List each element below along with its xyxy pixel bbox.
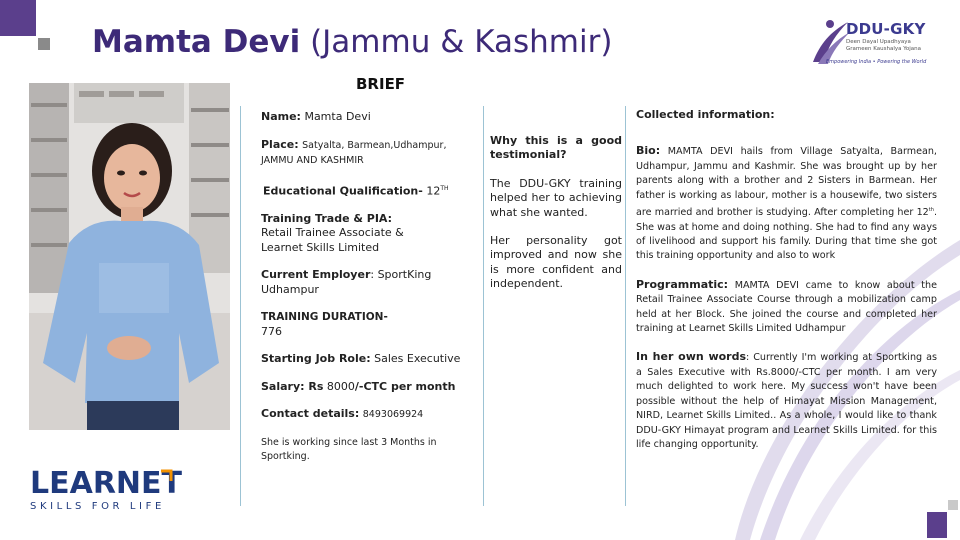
profile-education: Educational Qualification- 12TH [263, 184, 449, 198]
profile-salary: Salary: Rs 8000/-CTC per month [261, 379, 456, 393]
page-title [92, 24, 612, 60]
testimonial-section [490, 134, 622, 306]
testimonial-para-1: The DDU-GKY training helped her to achieving what she wanted. [490, 176, 622, 219]
column-divider-middle [483, 106, 484, 506]
testimonial-heading: Why this is a good testimonial? [490, 134, 622, 162]
own-words-paragraph: In her own words: Currently I'm working at Sportking as a Sales Executive with Rs.8000/-CTC per month. I am very much delighted to work here. My success won't have been possible without the help of Himayat Mission Management, NIRD, Learnet Skills Limited.. As a whole, I would like to thank DDU-GKY Himayat program and Learnet Skills Limited. for this life changing opportunity. [636, 350, 937, 450]
column-divider-left [240, 106, 241, 506]
brief-heading: BRIEF [356, 75, 406, 93]
learnet-logo-subtitle: SKILLS FOR LIFE [30, 501, 165, 512]
ddu-gky-logo-tagline: Empowering India • Powering the World [826, 59, 927, 65]
bio-paragraph: Bio: MAMTA DEVI hails from Village Satyalta, Barmean, Udhampur, Jammu and Kashmir. She was brought up by her parents along with a brother and 2 Sisters in Barmean. Her father is working as labour, mother is a housewife, two sisters are married and brother is studying. After completing her 12th. She was at home and doing nothing. She had to find any ways of livelihood and support his family. During that time she got this training opportunity and also to work [636, 144, 937, 262]
profile-name: Name: Mamta Devi [261, 110, 371, 123]
learnet-logo-word: LEARNET [30, 466, 182, 501]
profile-place: Place: Satyalta, Barmean,Udhampur, JAMMU AND KASHMIR [261, 137, 447, 166]
ddu-gky-logo-subtext: Deen Dayal Upadhyaya Grameen Kaushalya Yojana [846, 39, 921, 52]
profile-contact: Contact details: 8493069924 [261, 407, 424, 421]
profile-working-note: She is working since last 3 Months in Sportking. [261, 436, 437, 463]
profile-photo [29, 83, 230, 430]
title-region: (Jammu & Kashmir) [310, 24, 613, 60]
profile-employer: Current Employer: SportKing Udhampur [261, 268, 432, 296]
testimonial-para-2: Her personality got improved and now she is more confident and independent. [490, 234, 622, 291]
collected-info-section [636, 108, 937, 466]
column-divider-right [625, 106, 626, 506]
profile-details [261, 110, 466, 478]
profile-trade: Training Trade & PIA: Retail Trainee Associate & Learnet Skills Limited [261, 211, 404, 254]
title-name: Mamta Devi [92, 24, 301, 60]
learnet-accent-icon [158, 468, 174, 484]
programmatic-paragraph: Programmatic: MAMTA DEVI came to know about the Retail Trainee Associate Course through a mobilization camp held at her Block. She joined the course and completed her training at Learnet Skills Limited Udhampur [636, 277, 937, 335]
profile-role: Starting Job Role: Sales Executive [261, 352, 461, 366]
ddu-gky-logo-text: DDU-GKY [846, 20, 926, 38]
profile-duration: TRAINING DURATION- 776 [261, 311, 388, 338]
collected-heading: Collected information: [636, 108, 775, 121]
